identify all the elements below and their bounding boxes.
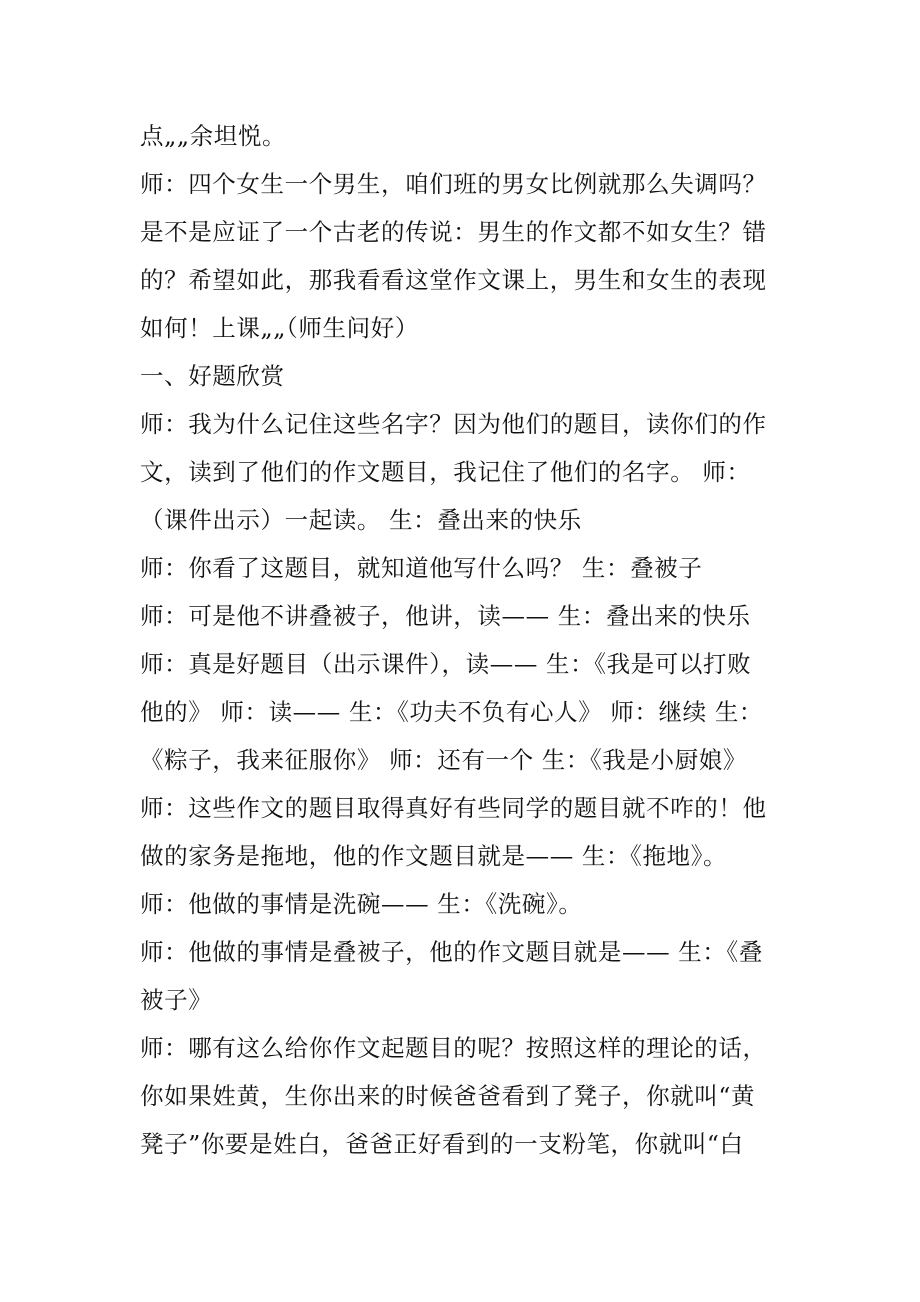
text-line: 是不是应证了一个古老的传说：男生的作文都不如女生？错 [140, 218, 767, 246]
text-line: 师：你看了这题目，就知道他写什么吗？ 生：叠被子 [140, 554, 703, 582]
text-line: 做的家务是拖地，他的作文题目就是—— 生：《拖地》。 [140, 842, 728, 870]
text-line: 点„„余坦悦。 [140, 122, 287, 150]
text-line: 师：可是他不讲叠被子，他讲，读—— 生：叠出来的快乐 [140, 602, 751, 630]
text-line: 的？希望如此，那我看看这堂作文课上，男生和女生的表现 [140, 266, 767, 294]
text-line: 如何！上课„„（师生问好） [140, 314, 419, 342]
text-line: 师：我为什么记住这些名字？因为他们的题目，读你们的作 [140, 410, 767, 438]
text-line: 师：真是好题目（出示课件），读—— 生：《我是可以打败 [140, 650, 752, 678]
text-line: 师：这些作文的题目取得真好有些同学的题目就不咋的！他 [140, 794, 767, 822]
text-line: 师：他做的事情是叠被子，他的作文题目就是—— 生：《叠 [140, 938, 763, 966]
text-line: 被子》 [140, 986, 213, 1014]
text-line: 你如果姓黄，生你出来的时候爸爸看到了凳子，你就叫“黄 [140, 1082, 756, 1110]
text-line: 凳子”你要是姓白，爸爸正好看到的一支粉笔，你就叫“白 [140, 1130, 744, 1158]
document-body [140, 112, 810, 1168]
text-line: 师：他做的事情是洗碗—— 生：《洗碗》。 [140, 890, 583, 918]
text-line: 他的》 师：读—— 生：《功夫不负有心人》 师：继续 生： [140, 698, 764, 726]
text-line: 师：哪有这么给你作文起题目的呢？按照这样的理论的话， [140, 1034, 767, 1062]
text-line: 《粽子，我来征服你》 师：还有一个 生：《我是小厨娘》 [140, 746, 747, 774]
text-line: （课件出示）一起读。 生：叠出来的快乐 [140, 506, 582, 534]
text-line: 文，读到了他们的作文题目，我记住了他们的名字。 师： [140, 458, 751, 486]
text-line: 师：四个女生一个男生，咱们班的男女比例就那么失调吗？ [140, 170, 767, 198]
section-heading: 一、好题欣赏 [140, 362, 285, 390]
